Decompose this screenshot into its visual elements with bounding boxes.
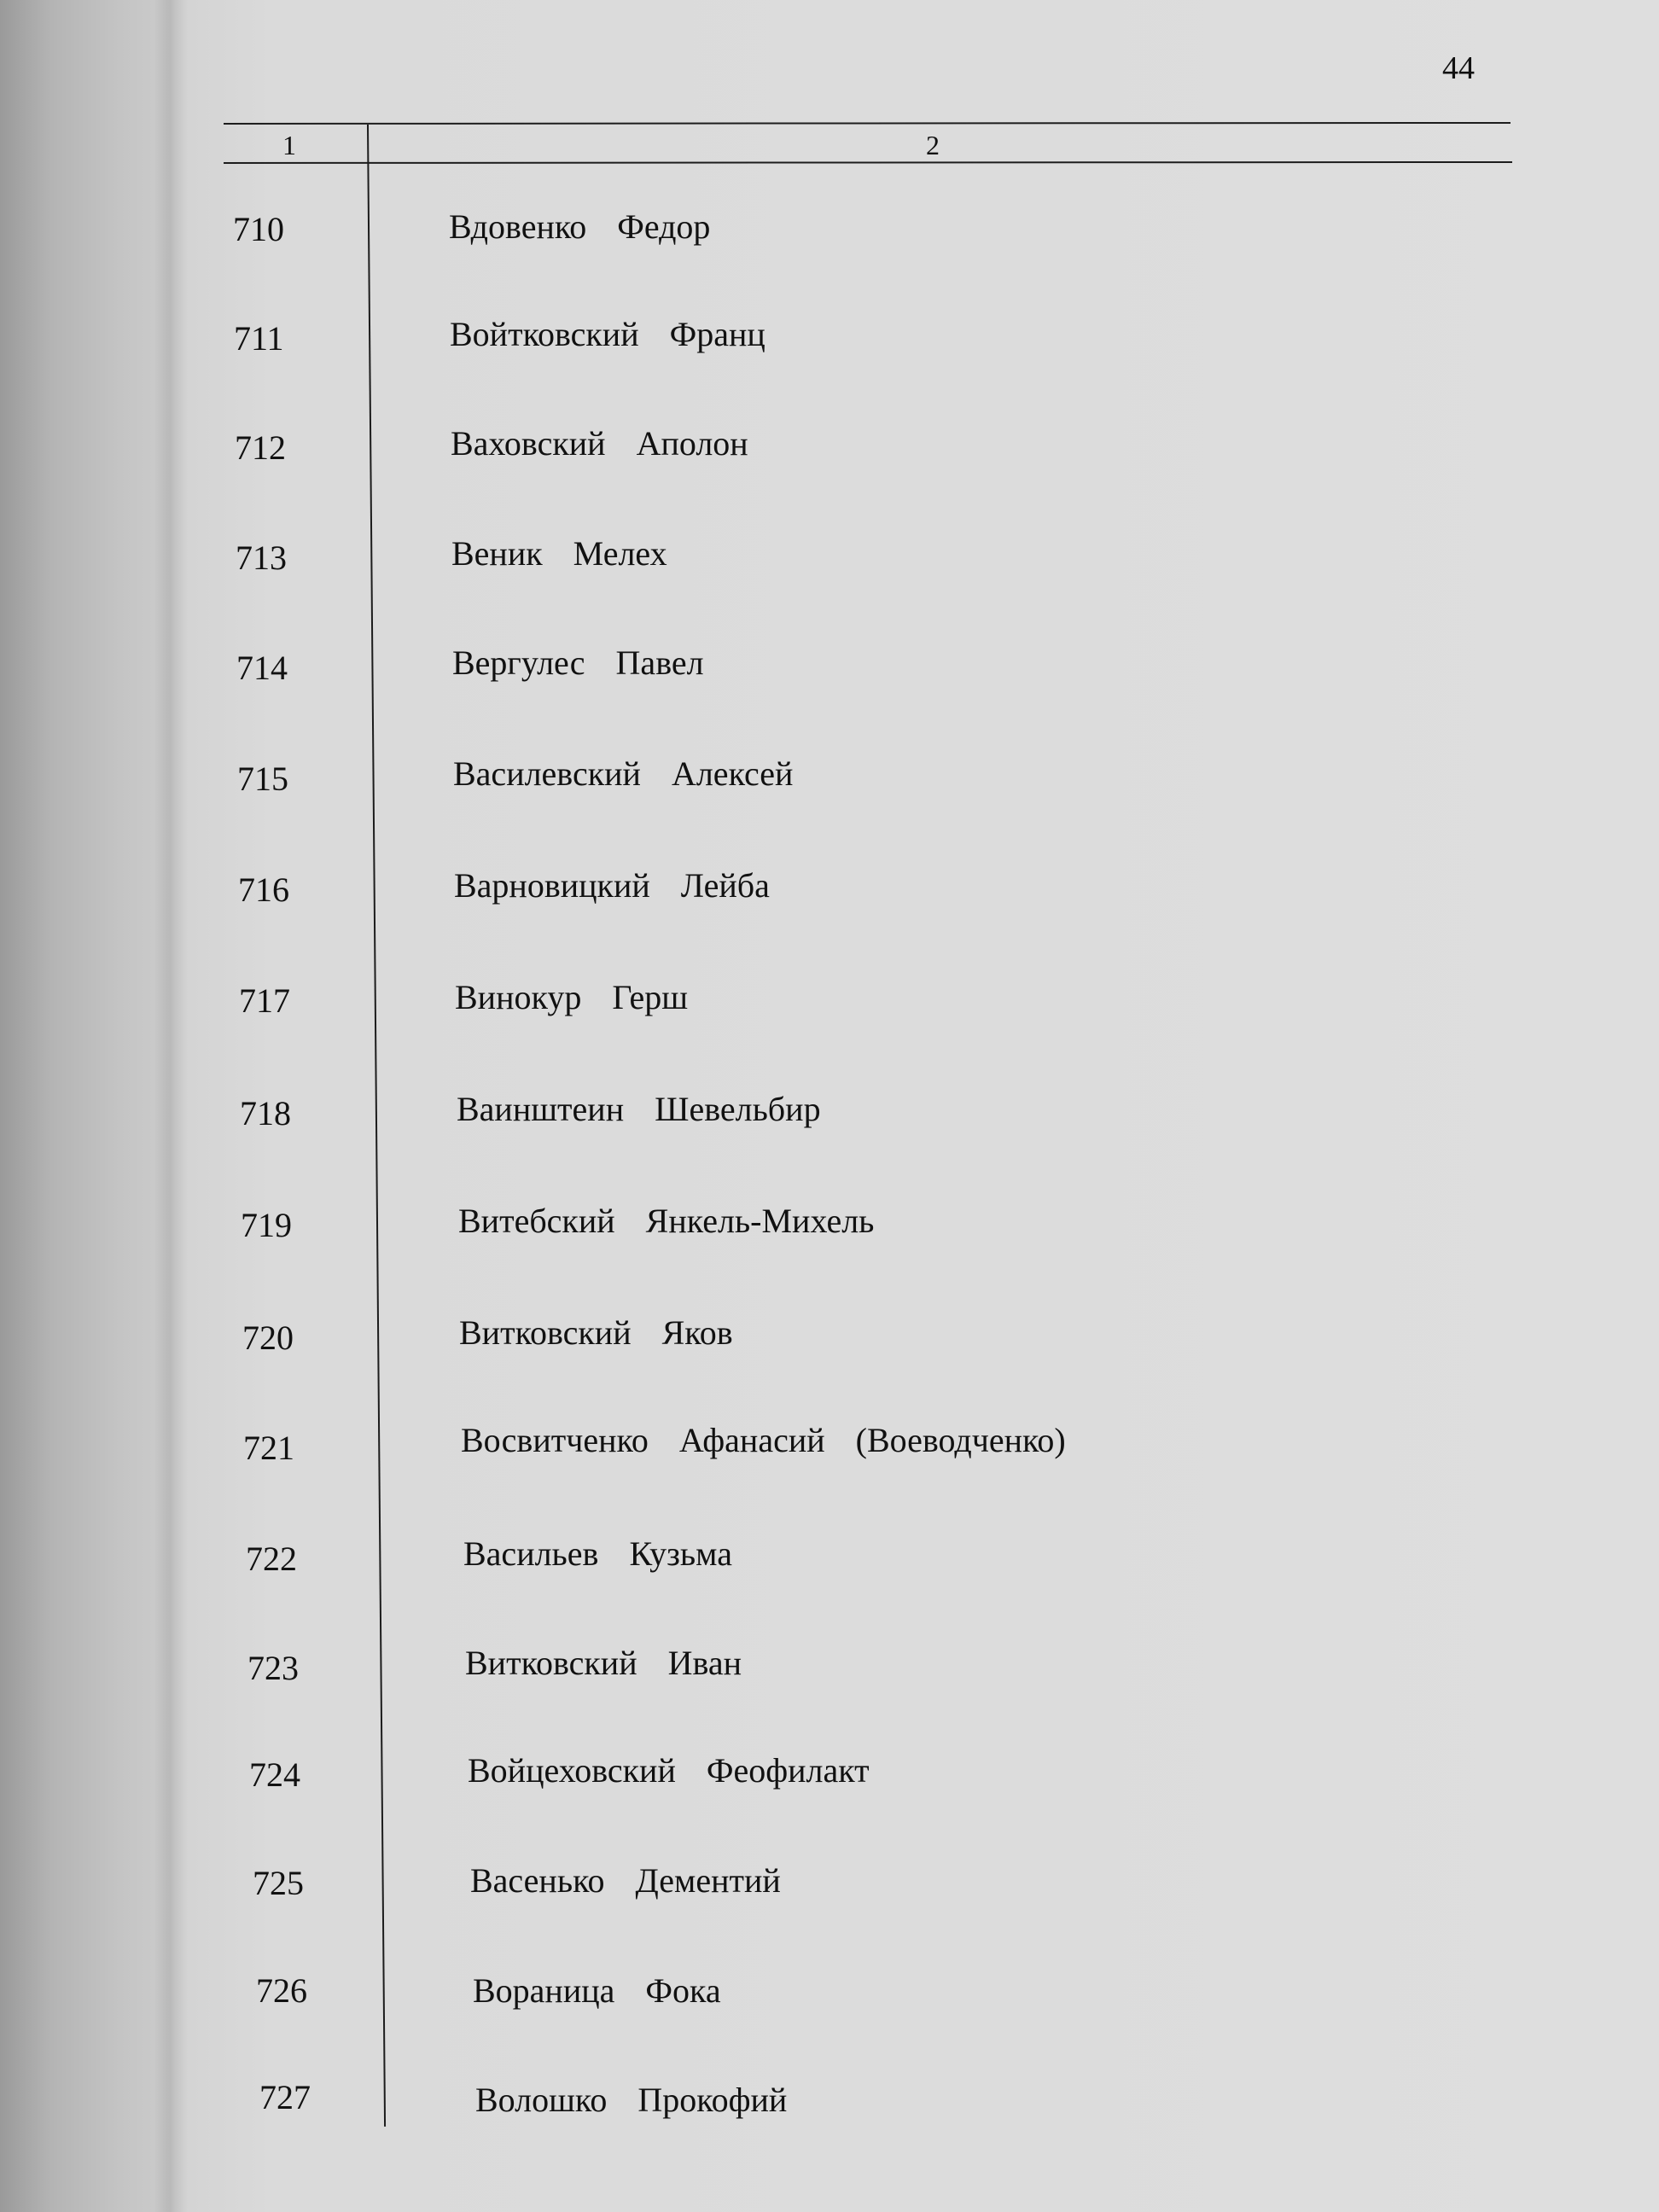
row-name: Вергулес Павел [452,643,704,682]
row-number: 710 [233,210,284,248]
row-number: 725 [253,1864,304,1902]
row-number: 717 [239,981,290,1020]
row-number: 713 [236,538,287,577]
column-divider [367,125,386,2127]
row-name: Вдовенко Федор [449,207,711,246]
row-name: Вораница Фока [473,1971,721,2010]
row-number: 726 [256,1971,307,2010]
row-name: Ваинштеин Шевельбир [457,1090,821,1128]
book-spine-shadow [154,0,188,2212]
row-number: 721 [243,1429,294,1467]
row-number: 711 [234,319,284,358]
row-number: 720 [242,1318,294,1357]
row-number: 723 [247,1649,299,1687]
table-header-rule [224,161,1512,164]
row-name: Васенько Дементий [470,1861,781,1900]
column-header-1: 1 [282,130,296,160]
row-number: 715 [237,760,288,798]
row-name: Восвитченко Афанасий (Воеводченко) [461,1421,1066,1459]
row-number: 714 [236,649,288,687]
row-number: 727 [259,2078,311,2116]
row-number: 719 [241,1206,292,1244]
row-name: Витковский Иван [465,1644,742,1682]
row-name: Войцеховский Феофилакт [468,1751,870,1790]
page-number: 44 [1442,50,1475,86]
row-name: Варновицкий Лейба [454,866,770,905]
row-name: Винокур Герш [455,978,688,1016]
row-name: Витебский Янкель-Михель [458,1202,875,1240]
row-number: 722 [246,1540,297,1578]
table-top-rule [224,122,1511,125]
row-name: Витковский Яков [459,1313,733,1352]
row-number: 716 [238,870,289,909]
row-number: 724 [249,1755,300,1794]
row-name: Волошко Прокофий [475,2081,788,2119]
row-name: Войтковский Франц [450,315,765,353]
row-name: Веник Мелех [451,534,667,573]
column-header-2: 2 [926,130,940,160]
row-number: 718 [240,1094,291,1132]
row-name: Василевский Алексей [453,754,794,793]
row-number: 712 [235,428,286,467]
row-name: Васильев Кузьма [463,1534,732,1573]
row-name: Ваховский Аполон [451,424,748,463]
